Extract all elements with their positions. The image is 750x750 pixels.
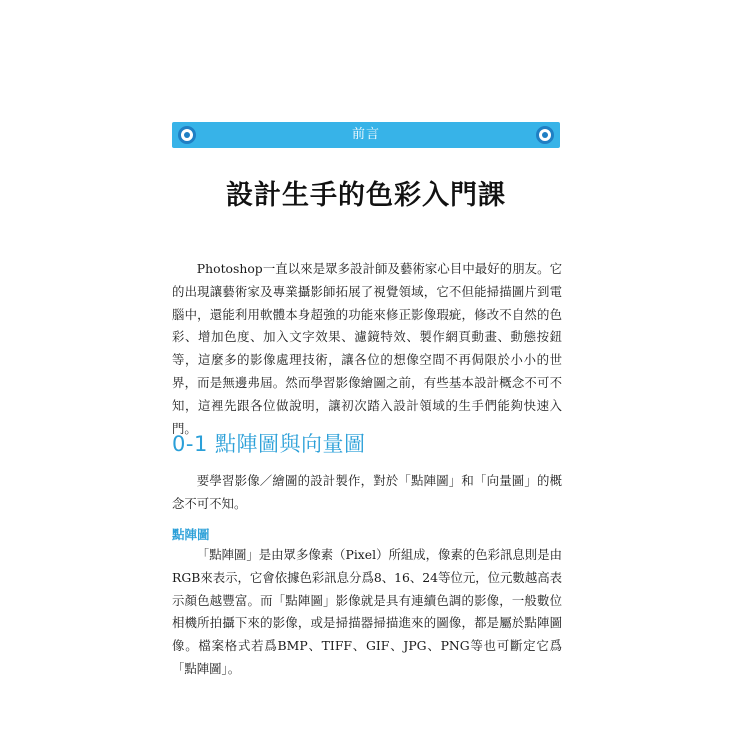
circle-bullet-icon — [536, 126, 554, 144]
chapter-header-bar — [172, 122, 560, 148]
section-paragraph: 要學習影像／繪圖的設計製作，對於「點陣圖」和「向量圖」的概念不可不知。 — [172, 473, 562, 511]
subsection-heading: 點陣圖 — [172, 527, 210, 542]
section-heading: 0-1 點陣圖與向量圖 — [172, 432, 366, 456]
subsection-paragraph: 「點陣圖」是由眾多像素（Pixel）所組成，像素的色彩訊息則是由RGB來表示，它會依據色彩訊息分爲8、16、24等位元，位元數越高表示顏色越豐富。而「點陣圖」影像就是具有連續色調的影像，一般數位相機所拍攝下來的影像，或是掃描器掃描進來的圖像，都是屬於點陣圖像。檔案格式若爲BMP、TIFF、GIF、JPG、PNG等也可斷定它爲「點陣圖」。 — [172, 547, 562, 676]
intro-paragraph: Photoshop一直以來是眾多設計師及藝術家心目中最好的朋友。它的出現讓藝術家及專業攝影師拓展了視覺領域，它不但能掃描圖片到電腦中，還能利用軟體本身超強的功能來修正影像瑕疵，修改不自然的色彩、增加色度、加入文字效果、濾鏡特效、製作網頁動畫、動態按鈕等，這麼多的影像處理技術，讓各位的想像空間不再侷限於小小的世界，而是無邊弗屆。然而學習影像繪圖之前，有些基本設計概念不可不知，這裡先跟各位做說明，讓初次踏入設計領域的生手們能夠快速入門。 — [172, 261, 562, 436]
page-title: 設計生手的色彩入門課 — [226, 180, 506, 211]
chapter-header-label: 前言 — [351, 127, 380, 142]
